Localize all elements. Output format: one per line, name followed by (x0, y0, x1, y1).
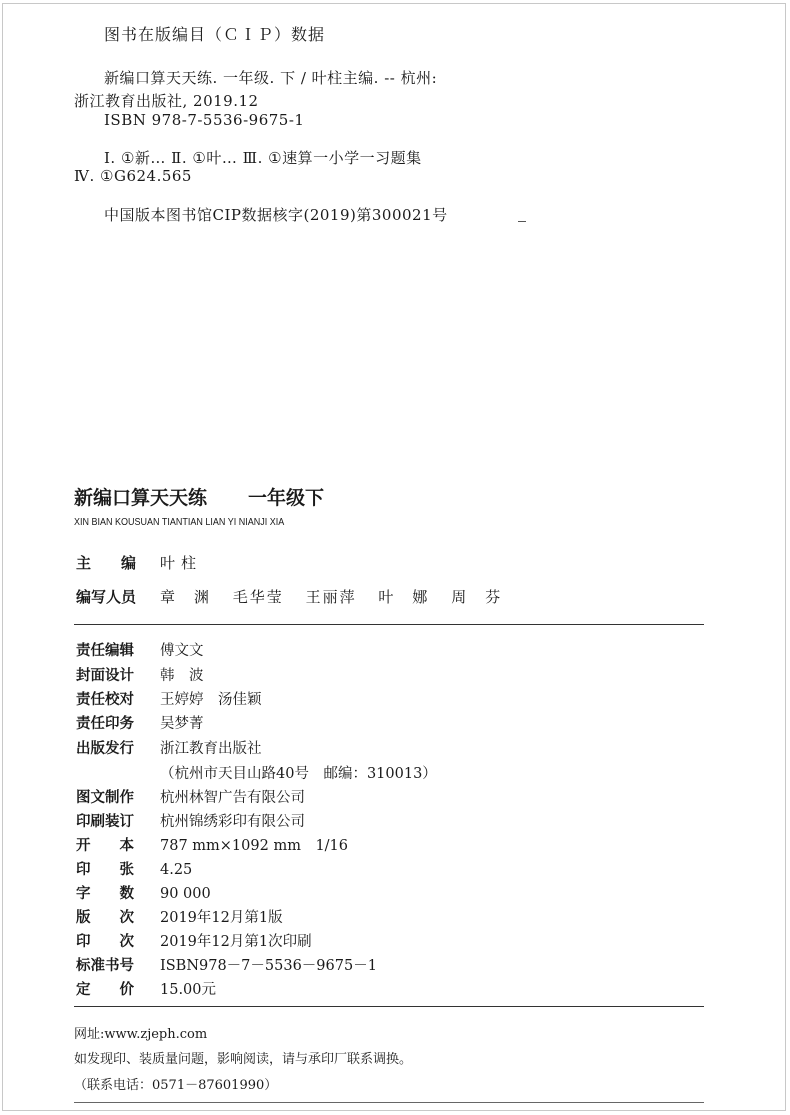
book-title: 新编口算天天练 (74, 487, 208, 509)
imprint-label: 定 价 (76, 982, 134, 998)
imprint-value: 吴梦菁 (160, 716, 204, 732)
margin-tick-mark (518, 221, 526, 222)
imprint-label: 标准书号 (76, 958, 134, 974)
imprint-value: 杭州林智广告有限公司 (160, 790, 305, 806)
publisher-address: （杭州市天目山路40号 邮编：310013） (160, 766, 437, 782)
book-grade: 一年级下 (248, 487, 325, 509)
imprint-row (76, 762, 437, 785)
imprint-row (76, 688, 262, 711)
imprint-label: 责任印务 (76, 716, 134, 732)
imprint-row (76, 954, 377, 977)
cip-line-publisher: 浙江教育出版社, 2019.12 (74, 92, 259, 110)
cip-line-clc: Ⅳ. ①G624.565 (74, 167, 192, 185)
publisher-website: 网址:www.zjeph.com (74, 1027, 208, 1042)
writer-name: 毛华莹 (232, 588, 284, 606)
writer-name: 章 渊 (160, 588, 212, 606)
quality-notice: 如发现印、装质量问题，影响阅读，请与承印厂联系调换。 (74, 1052, 413, 1067)
imprint-label: 开 本 (76, 838, 134, 854)
writer-name: 周 芬 (451, 588, 503, 606)
imprint-value: ISBN978－7－5536－9675－1 (160, 958, 377, 974)
imprint-row (76, 930, 312, 953)
imprint-value: 2019年12月第1次印刷 (160, 934, 312, 950)
cip-line-classification: Ⅰ. ①新… Ⅱ. ①叶… Ⅲ. ①速算一小学一习题集 (104, 149, 422, 167)
contact-phone: （联系电话：0571－87601990） (74, 1078, 278, 1093)
cip-line-record-number: 中国版本图书馆CIP数据核字(2019)第300021号 (104, 206, 448, 224)
cip-line-title: 新编口算天天练. 一年级. 下 / 叶柱主编. -- 杭州: (104, 69, 438, 87)
imprint-label: 图文制作 (76, 790, 134, 806)
chief-editor-name: 叶柱 (160, 554, 203, 572)
imprint-row (76, 834, 348, 857)
chief-editor-label: 主 编 (76, 554, 137, 572)
writer-name: 王丽萍 (305, 588, 357, 606)
imprint-value: 2019年12月第1版 (160, 910, 283, 926)
imprint-value: 韩 波 (160, 668, 204, 684)
imprint-label: 出版发行 (76, 741, 134, 757)
imprint-value: 90 000 (160, 886, 211, 902)
divider-top (74, 624, 704, 625)
imprint-label: 版 次 (76, 910, 134, 926)
imprint-row (76, 737, 262, 760)
imprint-value: 王婷婷 汤佳颖 (160, 692, 262, 708)
imprint-label: 封面设计 (76, 668, 134, 684)
cip-title: 图书在版编目（ＣＩＰ）数据 (104, 25, 326, 44)
imprint-label: 责任编辑 (76, 643, 134, 659)
imprint-row (76, 978, 216, 1001)
divider-footer (74, 1102, 704, 1103)
imprint-row (76, 858, 192, 881)
imprint-value: 787 mm×1092 mm 1/16 (160, 838, 349, 854)
imprint-row (76, 810, 305, 833)
imprint-value: 傅文文 (160, 643, 204, 659)
imprint-label: 印 张 (76, 862, 134, 878)
writer-name: 叶 娜 (378, 588, 430, 606)
imprint-row (76, 639, 204, 662)
imprint-value: 杭州锦绣彩印有限公司 (160, 814, 305, 830)
writers-label: 编写人员 (76, 588, 137, 606)
imprint-row (76, 882, 211, 905)
imprint-value: 4.25 (160, 862, 193, 878)
imprint-label: 责任校对 (76, 692, 134, 708)
book-title-pinyin: XIN BIAN KOUSUAN TIANTIAN LIAN YI NIANJI XIA (74, 517, 285, 528)
imprint-row (76, 906, 283, 929)
imprint-row (76, 712, 204, 735)
imprint-label: 印 次 (76, 934, 134, 950)
imprint-row (76, 786, 305, 809)
cip-line-isbn: ISBN 978-7-5536-9675-1 (104, 111, 305, 129)
imprint-row (76, 664, 204, 687)
imprint-label: 印刷装订 (76, 814, 134, 830)
imprint-value: 15.00元 (160, 982, 217, 998)
imprint-value: 浙江教育出版社 (160, 741, 262, 757)
divider-bottom (74, 1006, 704, 1007)
writers-list (160, 586, 518, 607)
imprint-label: 字 数 (76, 886, 134, 902)
